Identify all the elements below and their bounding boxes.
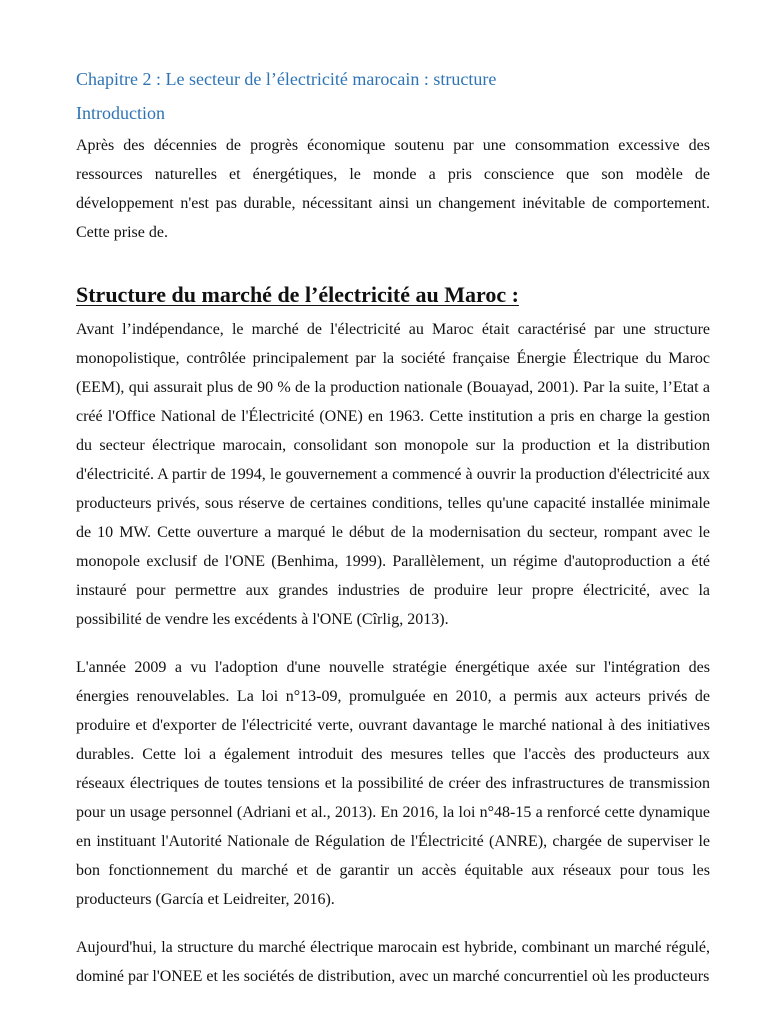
- body-paragraph: L'année 2009 a vu l'adoption d'une nouvelle stratégie énergétique axée sur l'intégration des énergies renouvelables. La loi n°13-09, promulguée en 2010, a permis aux acteurs privés de produire et d'exporter de l'électricité verte, ouvrant davantage le marché national à des initiatives durables. Cette loi a également introduit des mesures telles que l'accès des producteurs aux réseaux électriques de toutes tensions et la possibilité de créer des infrastructures de transmission pour un usage personnel (Adriani et al., 2013). En 2016, la loi n°48-15 a renforcé cette dynamique en instituant l'Autorité Nationale de Régulation de l'Électricité (ANRE), chargée de superviser le bon fonctionnement du marché et de garantir un accès équitable aux réseaux pour tous les producteurs (García et Leidreiter, 2016).: [76, 659, 710, 908]
- intro-heading: Introduction: [76, 103, 165, 123]
- chapter-title: Chapitre 2 : Le secteur de l’électricité marocain : structure: [76, 69, 497, 89]
- intro-paragraph: Après des décennies de progrès économique soutenu par une consommation excessive des ressources naturelles et énergétiques, le monde a pris conscience que son modèle de développement n'est pas durable, nécessitant ainsi un changement inévitable de comportement. Cette prise de.: [76, 137, 710, 241]
- section-heading: Structure du marché de l’électricité au Maroc :: [76, 282, 519, 307]
- body-paragraph: Avant l’indépendance, le marché de l'électricité au Maroc était caractérisé par une structure monopolistique, contrôlée principalement par la société française Énergie Électrique du Maroc (EEM), qui assurait plus de 90 % de la production nationale (Bouayad, 2001). Par la suite, l’Etat a créé l'Office National de l'Électricité (ONE) en 1963. Cette institution a pris en charge la gestion du secteur électrique marocain, consolidant son monopole sur la production et la distribution d'électricité. A partir de 1994, le gouvernement a commencé à ouvrir la production d'électricité aux producteurs privés, sous réserve de certaines conditions, telles qu'une capacité installée minimale de 10 MW. Cette ouverture a marqué le début de la modernisation du secteur, rompant avec le monopole exclusif de l'ONE (Benhima, 1999). Parallèlement, un régime d'autoproduction a été instauré pour permettre aux grandes industries de produire leur propre électricité, avec la possibilité de vendre les excédents à l'ONE (Cîrlig, 2013).: [76, 321, 710, 628]
- body-paragraph: Aujourd'hui, la structure du marché électrique marocain est hybride, combinant un marché régulé, dominé par l'ONEE et les sociétés de distribution, avec un marché concurrentiel où les producteurs: [76, 939, 710, 985]
